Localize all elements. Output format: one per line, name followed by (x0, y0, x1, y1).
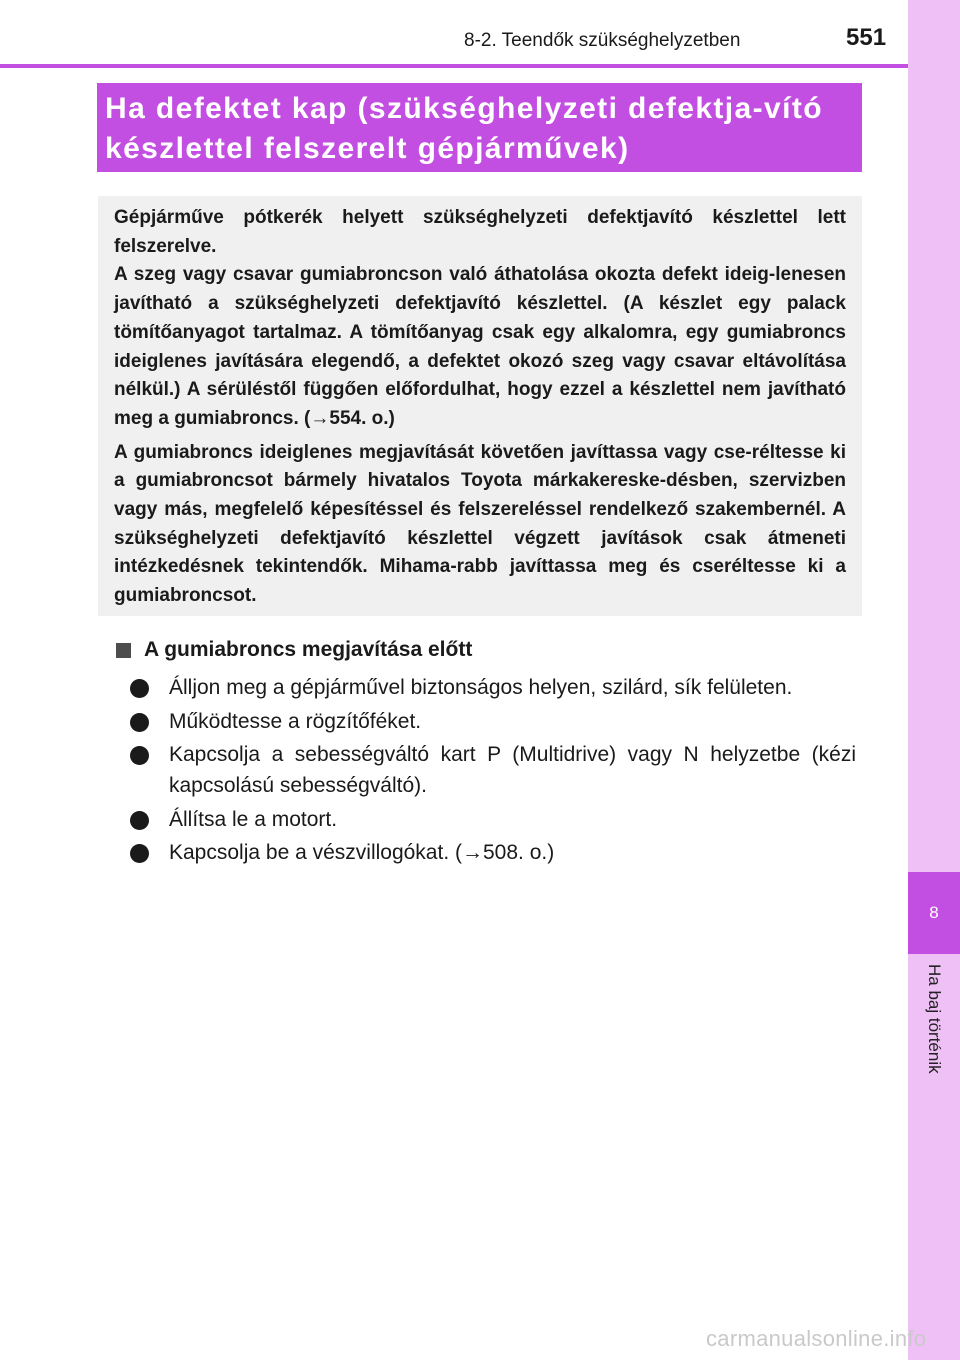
bullet-dot-icon (130, 679, 149, 698)
section-heading (116, 638, 472, 662)
precaution-list (130, 672, 856, 871)
title-banner (97, 83, 862, 172)
bullet-dot-icon (130, 746, 149, 765)
bullet-dot-icon (130, 713, 149, 732)
list-item-text: Álljon meg a gépjárművel biztonságos helyen, szilárd, sík felületen. (169, 676, 793, 699)
bullet-dot-icon (130, 844, 149, 863)
list-item (130, 706, 856, 737)
bullet-dot-icon (130, 811, 149, 830)
section-heading-text: A gumiabroncs megjavítása előtt (144, 638, 473, 661)
page-number: 551 (846, 24, 887, 51)
list-item-text: Kapcsolja be a vészvillogókat. (→508. o.) (169, 841, 555, 864)
intro-paragraph-2: A gumiabroncs ideiglenes megjavítását követően javíttassa vagy cse-réltesse ki a gumiabroncsot bármely hivatalos Toyota márkakereske-désben, szervizben vagy más, megfelelő képesítéssel és felszereléssel rendelkező szakembernél. A szükséghelyzeti defektjavító készlettel végzett javítások csak átmeneti intézkedésnek tekintendők. Mihama-rabb javíttassa meg és cseréltesse ki a gumiabroncsot. (114, 441, 846, 607)
list-item-text: Állítsa le a motort. (169, 807, 338, 831)
page-title: Ha defektet kap (szükséghelyzeti defektja-vító készlettel felszerelt gépjárművek) (105, 92, 823, 165)
chapter-title-tab (916, 964, 952, 1164)
intro-box (98, 196, 862, 616)
running-header-section: 8-2. Teendők szükséghelyzetben (464, 30, 741, 51)
list-item (130, 837, 856, 868)
chapter-number-tab: 8 (908, 872, 960, 954)
list-item (130, 804, 856, 835)
list-item-text: Kapcsolja a sebességváltó kart P (Multidrive) vagy N helyzetbe (kézi kapcsolású sebességváltó). (169, 743, 856, 797)
square-bullet-icon (116, 643, 131, 658)
list-item (130, 739, 856, 801)
list-item-text: Működtesse a rögzítőféket. (169, 709, 422, 733)
watermark: carmanualsonline.info (706, 1326, 927, 1351)
header-divider (0, 64, 908, 68)
list-item (130, 672, 856, 703)
intro-paragraph-1: Gépjárműve pótkerék helyett szükséghelyzeti defektjavító készlettel lett felszerelve. A szeg vagy csavar gumiabroncson való áthatolása okozta defekt ideig-lenesen javítható a szükséghelyzeti defektjavító készlettel. (A készlet egy palack tömítőanyagot tartalmaz. A tömítőanyag csak egy alkalomra, egy gumiabroncs ideiglenes javítására elegendő, a defektet okozó szeg vagy csavar eltávolítása nélkül.) A sérüléstől függően előfordulhat, hogy ezzel a készlettel nem javítható meg a gumiabroncs. (→554. o.) (114, 207, 846, 429)
chapter-title: Ha baj történik (925, 964, 944, 1074)
